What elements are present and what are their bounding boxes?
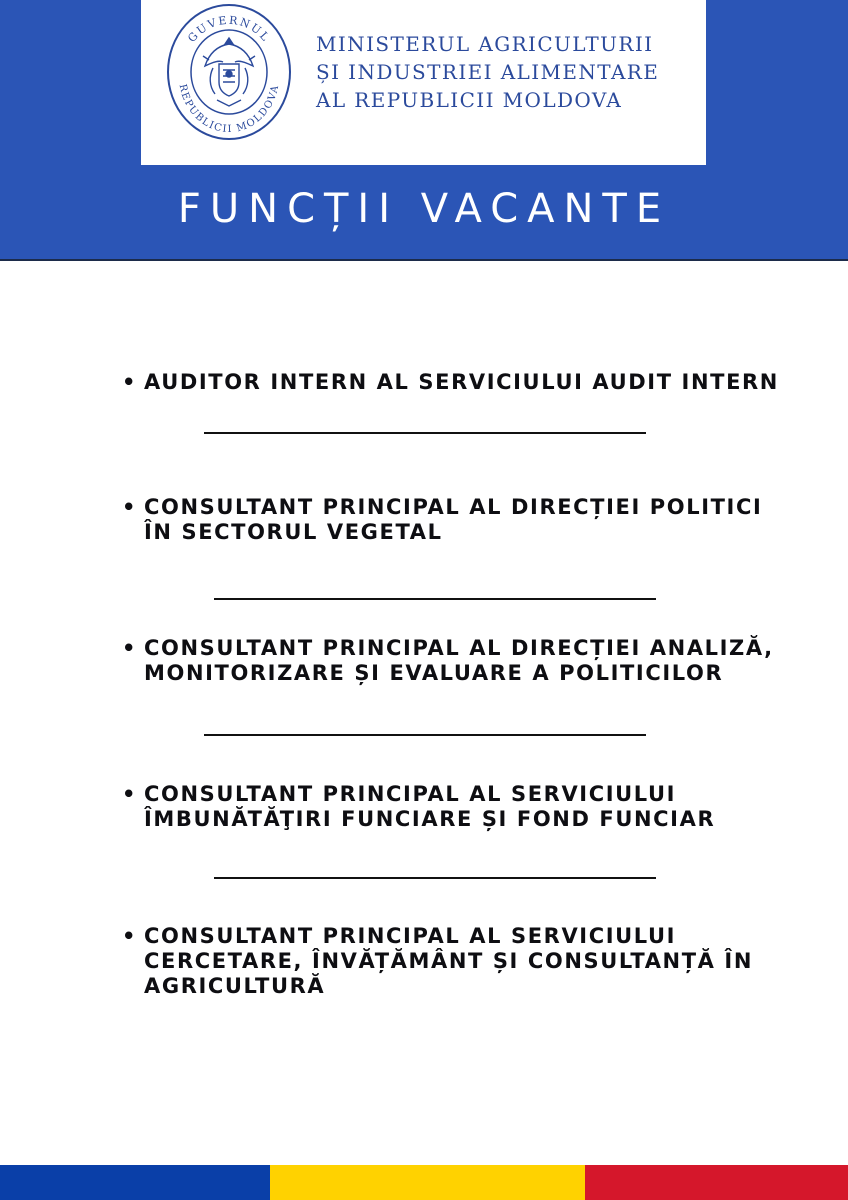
vacancy-line: ÎN SECTORUL VEGETAL [144, 520, 443, 544]
page-title: FUNCȚII VACANTE [177, 186, 671, 232]
list-item [122, 636, 804, 686]
vacancy-line: CERCETARE, ÎNVĂȚĂMÂNT ȘI CONSULTANȚĂ ÎN [144, 949, 754, 973]
divider [204, 734, 646, 736]
bullet: • [122, 924, 138, 948]
ministry-line-3: AL REPUBLICII MOLDOVA [316, 88, 623, 112]
ministry-line-2: ȘI INDUSTRIEI ALIMENTARE [316, 60, 660, 84]
list-item [122, 370, 804, 395]
list-item [122, 495, 804, 545]
vacancy-line: CONSULTANT PRINCIPAL AL DIRECȚIEI ANALIZĂ, [144, 636, 774, 660]
bullet: • [122, 495, 138, 519]
coat-of-arms-icon [203, 38, 255, 106]
header-band [0, 0, 848, 261]
vacancy-line: CONSULTANT PRINCIPAL AL DIRECȚIEI POLITICI [144, 495, 763, 519]
vacancy-line: CONSULTANT PRINCIPAL AL SERVICIULUI [144, 782, 677, 806]
seal-top-text: GUVERNUL [185, 13, 273, 45]
ministry-line-1: MINISTERUL AGRICULTURII [316, 32, 654, 56]
vacancy-line: AGRICULTURĂ [144, 974, 326, 998]
ministry-logo-box [141, 0, 706, 165]
vacancy-line: AUDITOR INTERN AL SERVICIULUI AUDIT INTERN [144, 370, 779, 394]
flag-stripe-blue [0, 1165, 270, 1200]
bullet: • [122, 370, 138, 394]
flag-bar [0, 1165, 848, 1200]
vacancy-line: MONITORIZARE ȘI EVALUARE A POLITICILOR [144, 661, 724, 685]
government-seal-icon [165, 2, 293, 142]
seal-bottom-text: REPUBLICII MOLDOVA [176, 83, 282, 136]
flag-stripe-yellow [270, 1165, 585, 1200]
list-item [122, 924, 804, 999]
list-item [122, 782, 804, 832]
divider [214, 598, 656, 600]
ministry-name [316, 30, 696, 114]
divider [214, 877, 656, 879]
bullet: • [122, 782, 138, 806]
flag-stripe-red [585, 1165, 848, 1200]
divider [204, 432, 646, 434]
vacancy-line: CONSULTANT PRINCIPAL AL SERVICIULUI [144, 924, 677, 948]
vacancy-line: ÎMBUNĂTĂŢIRI FUNCIARE ȘI FOND FUNCIAR [144, 807, 716, 831]
bullet: • [122, 636, 138, 660]
